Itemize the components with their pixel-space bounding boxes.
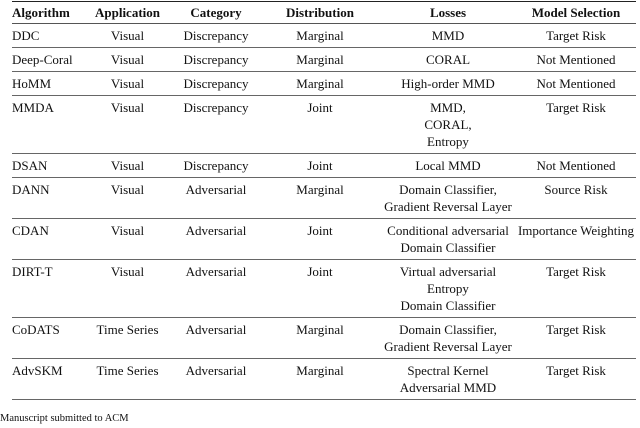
losses-cell xyxy=(380,154,516,178)
category-cell: Discrepancy xyxy=(183,28,249,43)
model-selection-cell: Target Risk xyxy=(546,264,606,279)
loss-line: CORAL, xyxy=(424,117,472,132)
loss-line: Gradient Reversal Layer xyxy=(384,199,512,214)
table-row xyxy=(12,359,636,400)
distribution-cell: Marginal xyxy=(296,322,344,337)
comparison-table xyxy=(12,1,636,400)
loss-line: Domain Classifier, xyxy=(399,322,497,337)
distribution-cell: Joint xyxy=(307,158,333,173)
application-cell: Visual xyxy=(110,264,145,279)
losses-cell xyxy=(380,72,516,96)
algorithm-cell: Deep-Coral xyxy=(12,52,73,67)
loss-line: MMD, xyxy=(430,100,466,115)
model-selection-cell: Target Risk xyxy=(546,28,606,43)
model-selection-cell: Not Mentioned xyxy=(536,76,616,91)
algorithm-cell: DIRT-T xyxy=(12,264,53,279)
table-row xyxy=(12,72,636,96)
losses-cell xyxy=(380,48,516,72)
model-selection-cell: Target Risk xyxy=(546,100,606,115)
category-cell: Adversarial xyxy=(185,264,247,279)
algorithm-cell: DDC xyxy=(12,28,40,43)
losses-cell xyxy=(380,178,516,219)
application-cell: Time Series xyxy=(96,363,159,378)
loss-line: Domain Classifier xyxy=(400,240,496,255)
algorithm-cell: DSAN xyxy=(12,158,48,173)
category-cell: Adversarial xyxy=(185,363,247,378)
column-header: Distribution xyxy=(286,5,354,20)
model-selection-cell: Importance Weighting xyxy=(517,223,635,238)
application-cell: Visual xyxy=(110,28,145,43)
distribution-cell: Joint xyxy=(307,100,333,115)
losses-cell xyxy=(380,219,516,260)
loss-line: Domain Classifier xyxy=(400,298,496,313)
model-selection-cell: Not Mentioned xyxy=(536,158,616,173)
algorithm-cell: HoMM xyxy=(12,76,52,91)
application-cell: Visual xyxy=(110,76,145,91)
column-header: Application xyxy=(94,5,160,20)
loss-line: Gradient Reversal Layer xyxy=(384,339,512,354)
category-cell: Adversarial xyxy=(185,182,247,197)
table-row xyxy=(12,178,636,219)
loss-line: MMD xyxy=(431,28,465,43)
algorithm-cell: AdvSKM xyxy=(12,363,63,378)
category-cell: Discrepancy xyxy=(183,158,249,173)
application-cell: Visual xyxy=(110,100,145,115)
loss-line: Local MMD xyxy=(415,158,481,173)
losses-cell xyxy=(380,260,516,318)
loss-line: Entropy xyxy=(427,134,469,149)
loss-line: Conditional adversarial xyxy=(387,223,509,238)
table-row xyxy=(12,48,636,72)
category-cell: Discrepancy xyxy=(183,52,249,67)
header-row xyxy=(12,2,636,24)
column-header: Algorithm xyxy=(12,5,70,20)
table-row xyxy=(12,154,636,178)
model-selection-cell: Target Risk xyxy=(546,363,606,378)
loss-line: High-order MMD xyxy=(401,76,495,91)
loss-line: Virtual adversarial xyxy=(399,264,497,279)
category-cell: Discrepancy xyxy=(183,100,249,115)
loss-line: Domain Classifier, xyxy=(399,182,497,197)
loss-line: Adversarial MMD xyxy=(399,380,497,395)
distribution-cell: Marginal xyxy=(296,28,344,43)
table-row xyxy=(12,24,636,48)
table-row xyxy=(12,219,636,260)
table-row xyxy=(12,318,636,359)
model-selection-cell: Target Risk xyxy=(546,322,606,337)
category-cell: Discrepancy xyxy=(183,76,249,91)
algorithm-cell: CoDATS xyxy=(12,322,60,337)
distribution-cell: Marginal xyxy=(296,363,344,378)
column-header: Losses xyxy=(429,5,467,20)
application-cell: Visual xyxy=(110,182,145,197)
column-header: Model Selection xyxy=(531,5,621,20)
column-header: Category xyxy=(190,5,242,20)
distribution-cell: Marginal xyxy=(296,182,344,197)
category-cell: Adversarial xyxy=(185,223,247,238)
model-selection-cell: Not Mentioned xyxy=(536,52,616,67)
losses-cell xyxy=(380,359,516,400)
distribution-cell: Joint xyxy=(307,223,333,238)
loss-line: CORAL xyxy=(425,52,471,67)
distribution-cell: Marginal xyxy=(296,52,344,67)
algorithm-cell: DANN xyxy=(12,182,50,197)
application-cell: Visual xyxy=(110,223,145,238)
algorithm-cell: MMDA xyxy=(12,100,54,115)
losses-cell xyxy=(380,318,516,359)
losses-cell xyxy=(380,96,516,154)
footer-note: Manuscript submitted to ACM xyxy=(0,413,129,424)
loss-line: Spectral Kernel xyxy=(407,363,489,378)
model-selection-cell: Source Risk xyxy=(544,182,608,197)
application-cell: Visual xyxy=(110,52,145,67)
table-row xyxy=(12,260,636,318)
table-row xyxy=(12,96,636,154)
distribution-cell: Joint xyxy=(307,264,333,279)
algorithm-cell: CDAN xyxy=(12,223,49,238)
losses-cell xyxy=(380,24,516,48)
application-cell: Visual xyxy=(110,158,145,173)
loss-line: Entropy xyxy=(427,281,469,296)
distribution-cell: Marginal xyxy=(296,76,344,91)
application-cell: Time Series xyxy=(96,322,159,337)
category-cell: Adversarial xyxy=(185,322,247,337)
